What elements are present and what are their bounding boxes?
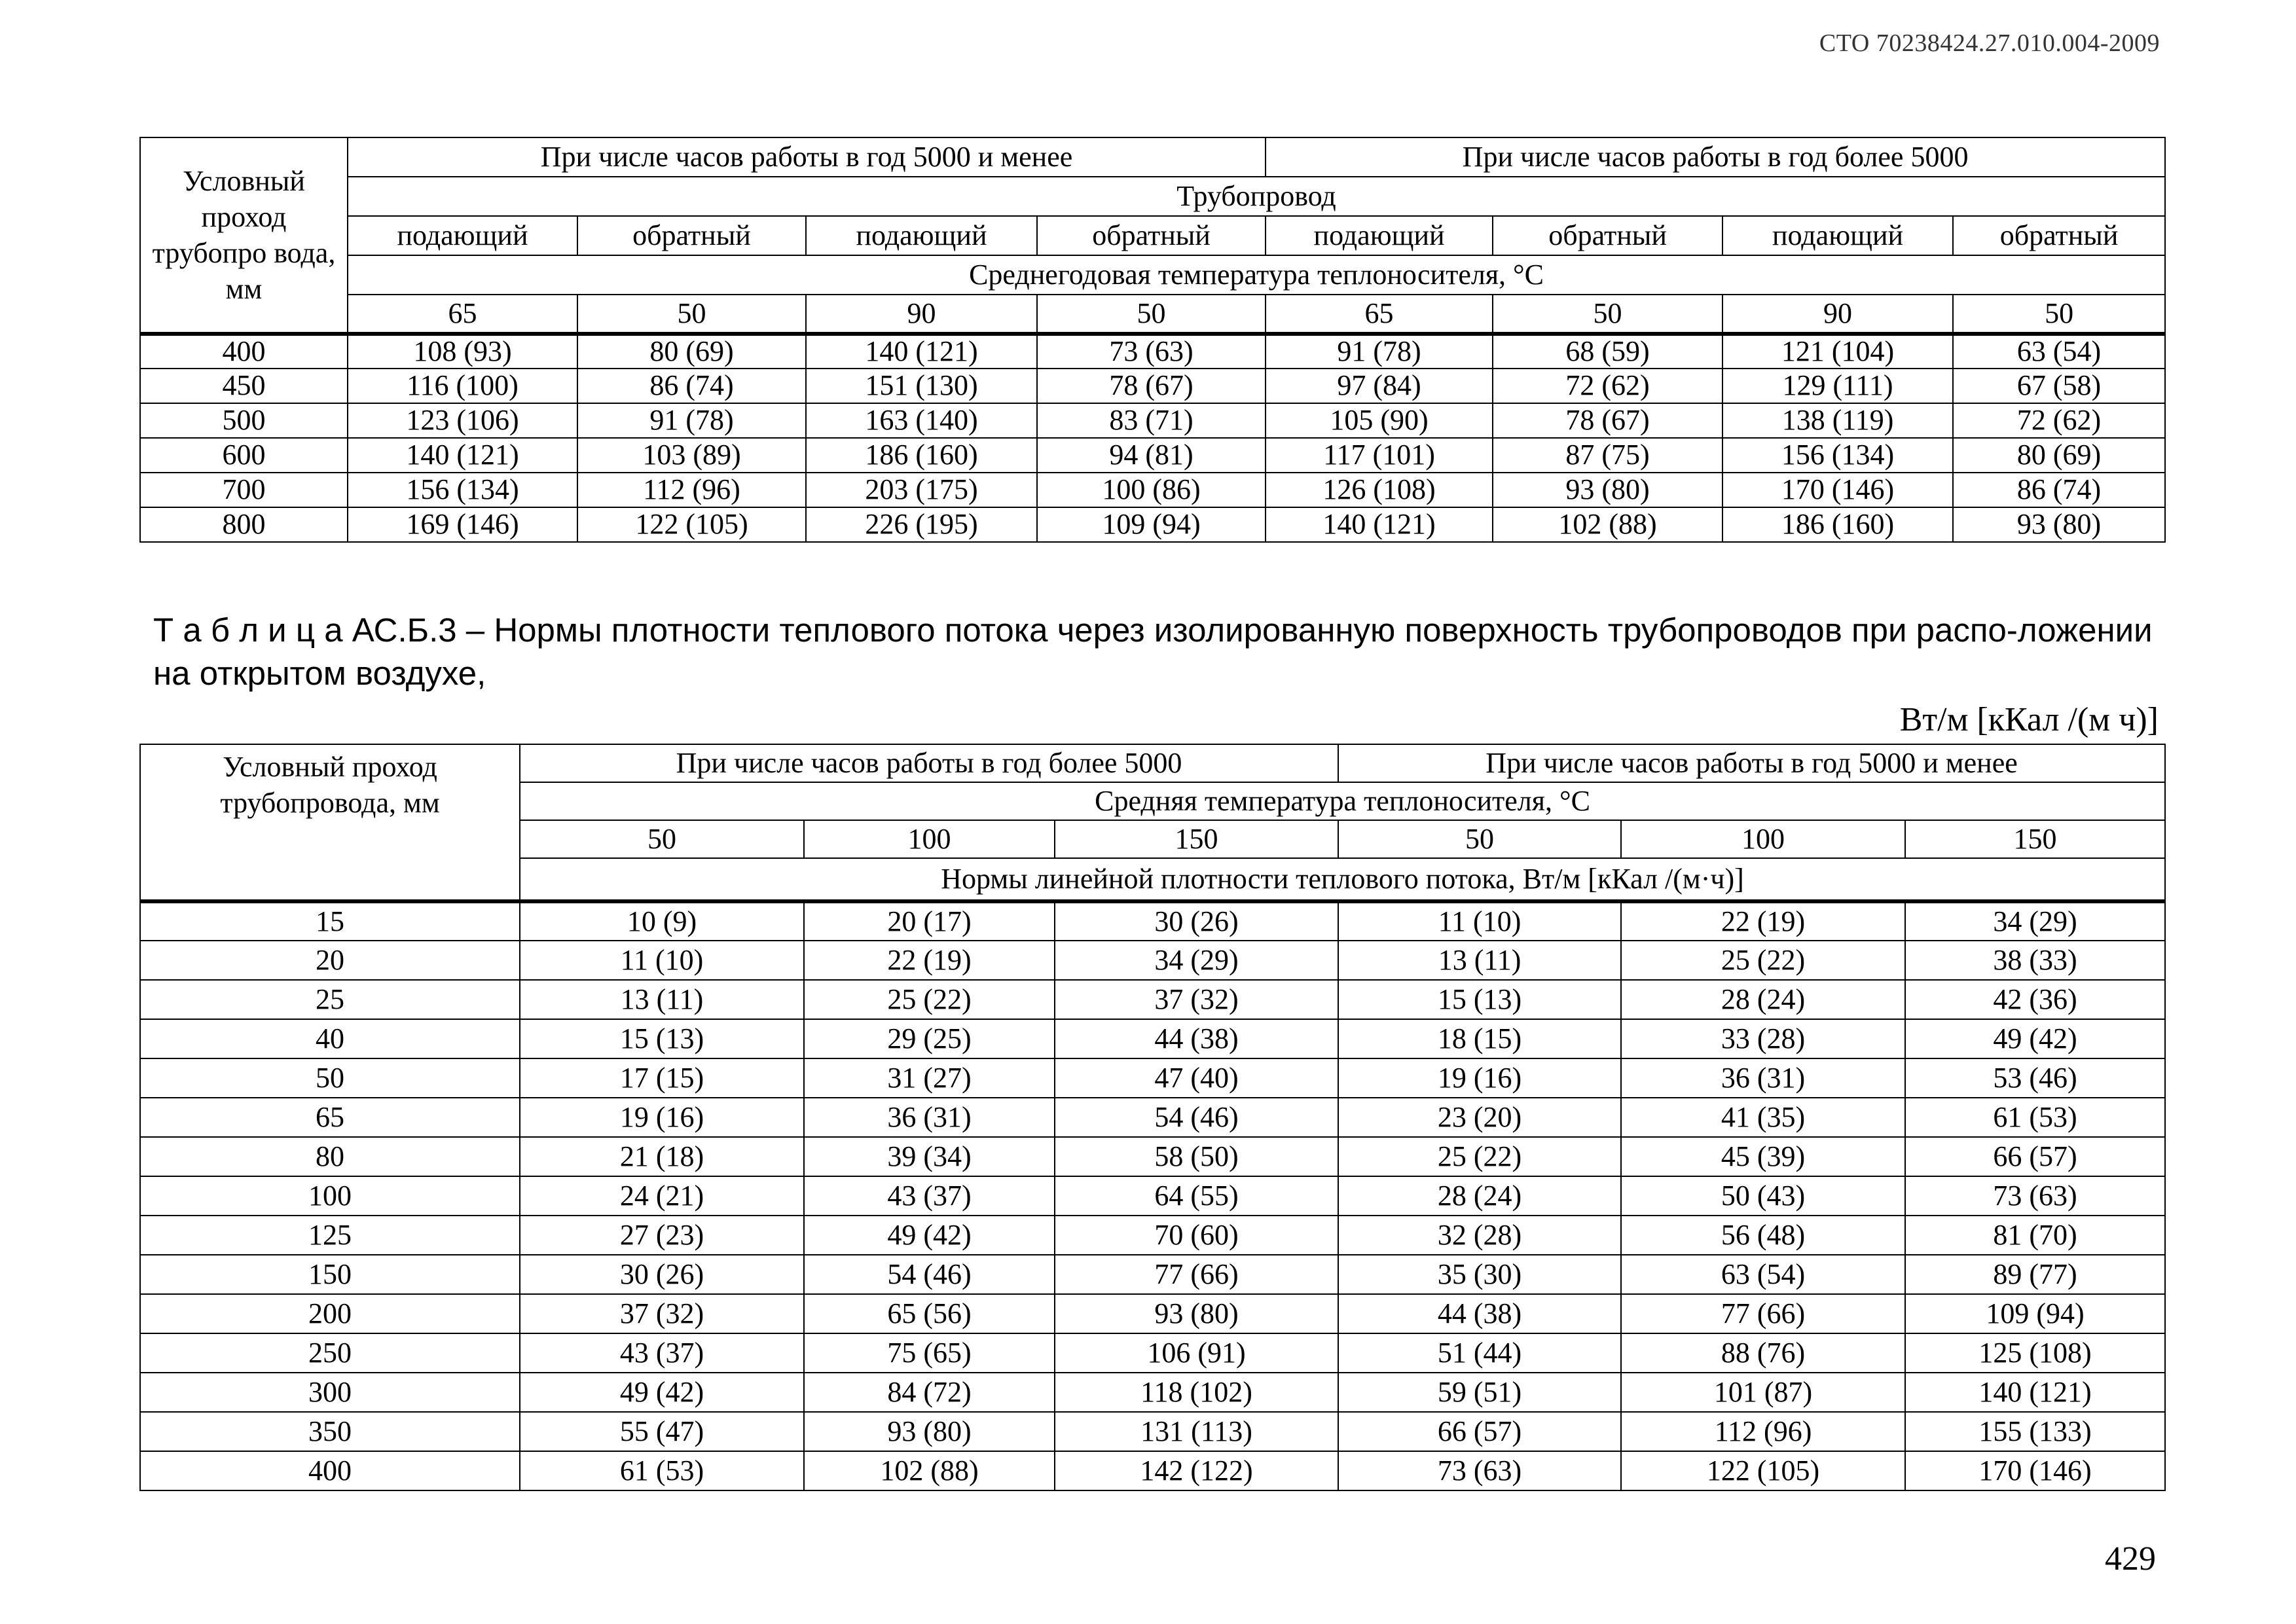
- value-cell: 73 (63): [1338, 1451, 1621, 1490]
- value-cell: 23 (20): [1338, 1098, 1621, 1137]
- pipe-diameter-cell: 150: [140, 1255, 520, 1294]
- value-cell: 37 (32): [1055, 980, 1338, 1019]
- table-units: Вт/м [кКал /(м ч)]: [1899, 701, 2159, 738]
- value-cell: 169 (146): [348, 507, 577, 542]
- value-cell: 170 (146): [1722, 473, 1953, 507]
- value-cell: 101 (87): [1621, 1373, 1905, 1412]
- value-cell: 42 (36): [1905, 980, 2165, 1019]
- value-cell: 66 (57): [1338, 1412, 1621, 1451]
- value-cell: 112 (96): [577, 473, 806, 507]
- table-row: [140, 941, 2165, 980]
- pipe-diameter-cell: 400: [140, 1451, 520, 1490]
- temperature-cell: 150: [1055, 820, 1338, 858]
- table-row: [140, 1451, 2165, 1490]
- value-cell: 31 (27): [804, 1058, 1055, 1098]
- table-row: [140, 369, 2165, 403]
- temperature-cell: 150: [1905, 820, 2165, 858]
- pipe-diameter-cell: 100: [140, 1176, 520, 1216]
- value-cell: 116 (100): [348, 369, 577, 403]
- pipe-type-cell: подающий: [1266, 216, 1493, 255]
- value-cell: 63 (54): [1953, 334, 2165, 369]
- value-cell: 50 (43): [1621, 1176, 1905, 1216]
- value-cell: 55 (47): [520, 1412, 804, 1451]
- value-cell: 102 (88): [804, 1451, 1055, 1490]
- value-cell: 78 (67): [1037, 369, 1266, 403]
- value-cell: 19 (16): [520, 1098, 804, 1137]
- pipe-diameter-cell: 65: [140, 1098, 520, 1137]
- table-row: [140, 1176, 2165, 1216]
- value-cell: 63 (54): [1621, 1255, 1905, 1294]
- table-row: [140, 473, 2165, 507]
- value-cell: 93 (80): [1953, 507, 2165, 542]
- value-cell: 97 (84): [1266, 369, 1493, 403]
- table-row: [140, 507, 2165, 542]
- value-cell: 102 (88): [1493, 507, 1722, 542]
- value-cell: 109 (94): [1037, 507, 1266, 542]
- temperature-cell: 65: [348, 295, 577, 334]
- group-header-5000-or-less: При числе часов работы в год 5000 и менее: [1338, 744, 2165, 782]
- value-cell: 93 (80): [804, 1412, 1055, 1451]
- value-cell: 80 (69): [1953, 438, 2165, 473]
- value-cell: 34 (29): [1055, 941, 1338, 980]
- value-cell: 129 (111): [1722, 369, 1953, 403]
- value-cell: 32 (28): [1338, 1216, 1621, 1255]
- value-cell: 122 (105): [577, 507, 806, 542]
- value-cell: 43 (37): [804, 1176, 1055, 1216]
- value-cell: 86 (74): [1953, 473, 2165, 507]
- value-cell: 77 (66): [1621, 1294, 1905, 1333]
- value-cell: 64 (55): [1055, 1176, 1338, 1216]
- heat-flux-table-1: [139, 137, 2166, 543]
- value-cell: 89 (77): [1905, 1255, 2165, 1294]
- value-cell: 75 (65): [804, 1333, 1055, 1373]
- value-cell: 118 (102): [1055, 1373, 1338, 1412]
- value-cell: 156 (134): [1722, 438, 1953, 473]
- temperature-cell: 90: [1722, 295, 1953, 334]
- value-cell: 86 (74): [577, 369, 806, 403]
- value-cell: 112 (96): [1621, 1412, 1905, 1451]
- table-row: [140, 1294, 2165, 1333]
- pipe-diameter-cell: 80: [140, 1137, 520, 1176]
- table-row: [140, 1058, 2165, 1098]
- value-cell: 156 (134): [348, 473, 577, 507]
- table-row: [140, 1373, 2165, 1412]
- pipe-diameter-cell: 20: [140, 941, 520, 980]
- value-cell: 73 (63): [1905, 1176, 2165, 1216]
- temperature-cell: 90: [806, 295, 1037, 334]
- table-row: [140, 1255, 2165, 1294]
- table-row: [140, 1333, 2165, 1373]
- value-cell: 87 (75): [1493, 438, 1722, 473]
- value-cell: 186 (160): [806, 438, 1037, 473]
- value-cell: 68 (59): [1493, 334, 1722, 369]
- value-cell: 61 (53): [520, 1451, 804, 1490]
- value-cell: 140 (121): [1905, 1373, 2165, 1412]
- value-cell: 67 (58): [1953, 369, 2165, 403]
- value-cell: 163 (140): [806, 403, 1037, 438]
- pipe-diameter-header: Условный проход трубопро вода, мм: [140, 137, 348, 334]
- temperature-cell: 50: [520, 820, 804, 858]
- value-cell: 186 (160): [1722, 507, 1953, 542]
- pipe-type-cell: подающий: [806, 216, 1037, 255]
- value-cell: 28 (24): [1621, 980, 1905, 1019]
- pipe-diameter-cell: 450: [140, 369, 348, 403]
- value-cell: 10 (9): [520, 901, 804, 941]
- table-row: [140, 1216, 2165, 1255]
- value-cell: 126 (108): [1266, 473, 1493, 507]
- value-cell: 88 (76): [1621, 1333, 1905, 1373]
- temperature-cell: 50: [1953, 295, 2165, 334]
- value-cell: 78 (67): [1493, 403, 1722, 438]
- value-cell: 140 (121): [806, 334, 1037, 369]
- value-cell: 28 (24): [1338, 1176, 1621, 1216]
- linear-density-norms-header: Нормы линейной плотности теплового потока, Вт/м [кКал /(м·ч)]: [520, 858, 2165, 901]
- pipe-diameter-cell: 400: [140, 334, 348, 369]
- value-cell: 94 (81): [1037, 438, 1266, 473]
- table-title: Т а б л и ц а АС.Б.3 – Нормы плотности теплового потока через изолированную поверхность трубопроводов при распо-ложении на открытом воздухе,: [153, 611, 2153, 692]
- value-cell: 25 (22): [1338, 1137, 1621, 1176]
- value-cell: 108 (93): [348, 334, 577, 369]
- value-cell: 56 (48): [1621, 1216, 1905, 1255]
- value-cell: 83 (71): [1037, 403, 1266, 438]
- temperature-cell: 50: [1037, 295, 1266, 334]
- pipe-diameter-cell: 500: [140, 403, 348, 438]
- pipe-diameter-header: Условный проход трубопровода, мм: [140, 744, 520, 901]
- value-cell: 93 (80): [1493, 473, 1722, 507]
- value-cell: 72 (62): [1953, 403, 2165, 438]
- value-cell: 93 (80): [1055, 1294, 1338, 1333]
- pipe-diameter-cell: 350: [140, 1412, 520, 1451]
- value-cell: 80 (69): [577, 334, 806, 369]
- heat-flux-table-2: [139, 744, 2166, 1491]
- mean-temperature-header: Средняя температура теплоносителя, °С: [520, 782, 2165, 820]
- annual-temperature-header: Среднегодовая температура теплоносителя, °С: [348, 255, 2165, 295]
- group-header-5000-or-less: При числе часов работы в год 5000 и менее: [348, 137, 1266, 177]
- value-cell: 151 (130): [806, 369, 1037, 403]
- group-header-over-5000: При числе часов работы в год более 5000: [520, 744, 1338, 782]
- value-cell: 117 (101): [1266, 438, 1493, 473]
- table-row: [140, 1137, 2165, 1176]
- value-cell: 73 (63): [1037, 334, 1266, 369]
- value-cell: 59 (51): [1338, 1373, 1621, 1412]
- value-cell: 49 (42): [1905, 1019, 2165, 1058]
- value-cell: 37 (32): [520, 1294, 804, 1333]
- table-row: [140, 438, 2165, 473]
- value-cell: 25 (22): [1621, 941, 1905, 980]
- temperature-cell: 100: [1621, 820, 1905, 858]
- value-cell: 109 (94): [1905, 1294, 2165, 1333]
- value-cell: 61 (53): [1905, 1098, 2165, 1137]
- value-cell: 70 (60): [1055, 1216, 1338, 1255]
- pipe-diameter-cell: 800: [140, 507, 348, 542]
- value-cell: 53 (46): [1905, 1058, 2165, 1098]
- value-cell: 34 (29): [1905, 901, 2165, 941]
- value-cell: 51 (44): [1338, 1333, 1621, 1373]
- value-cell: 25 (22): [804, 980, 1055, 1019]
- table-row: [140, 1412, 2165, 1451]
- pipe-diameter-cell: 25: [140, 980, 520, 1019]
- value-cell: 13 (11): [1338, 941, 1621, 980]
- pipe-type-cell: обратный: [1953, 216, 2165, 255]
- table-row: [140, 901, 2165, 941]
- value-cell: 103 (89): [577, 438, 806, 473]
- value-cell: 39 (34): [804, 1137, 1055, 1176]
- temperature-cell: 50: [577, 295, 806, 334]
- value-cell: 170 (146): [1905, 1451, 2165, 1490]
- pipe-diameter-cell: 250: [140, 1333, 520, 1373]
- pipe-diameter-cell: 300: [140, 1373, 520, 1412]
- value-cell: 140 (121): [348, 438, 577, 473]
- value-cell: 66 (57): [1905, 1137, 2165, 1176]
- pipe-diameter-cell: 600: [140, 438, 348, 473]
- value-cell: 54 (46): [804, 1255, 1055, 1294]
- value-cell: 125 (108): [1905, 1333, 2165, 1373]
- value-cell: 18 (15): [1338, 1019, 1621, 1058]
- table-row: [140, 403, 2165, 438]
- value-cell: 131 (113): [1055, 1412, 1338, 1451]
- value-cell: 35 (30): [1338, 1255, 1621, 1294]
- value-cell: 11 (10): [1338, 901, 1621, 941]
- value-cell: 15 (13): [520, 1019, 804, 1058]
- value-cell: 45 (39): [1621, 1137, 1905, 1176]
- table-row: [140, 334, 2165, 369]
- value-cell: 20 (17): [804, 901, 1055, 941]
- value-cell: 58 (50): [1055, 1137, 1338, 1176]
- pipe-diameter-cell: 125: [140, 1216, 520, 1255]
- value-cell: 81 (70): [1905, 1216, 2165, 1255]
- value-cell: 19 (16): [1338, 1058, 1621, 1098]
- pipe-diameter-cell: 15: [140, 901, 520, 941]
- value-cell: 105 (90): [1266, 403, 1493, 438]
- value-cell: 41 (35): [1621, 1098, 1905, 1137]
- value-cell: 49 (42): [804, 1216, 1055, 1255]
- value-cell: 44 (38): [1338, 1294, 1621, 1333]
- value-cell: 36 (31): [1621, 1058, 1905, 1098]
- pipe-type-cell: обратный: [1037, 216, 1266, 255]
- table-row: [140, 980, 2165, 1019]
- value-cell: 30 (26): [1055, 901, 1338, 941]
- value-cell: 121 (104): [1722, 334, 1953, 369]
- value-cell: 100 (86): [1037, 473, 1266, 507]
- value-cell: 27 (23): [520, 1216, 804, 1255]
- value-cell: 54 (46): [1055, 1098, 1338, 1137]
- value-cell: 142 (122): [1055, 1451, 1338, 1490]
- value-cell: 36 (31): [804, 1098, 1055, 1137]
- value-cell: 49 (42): [520, 1373, 804, 1412]
- value-cell: 84 (72): [804, 1373, 1055, 1412]
- document-code: СТО 70238424.27.010.004-2009: [1819, 29, 2160, 57]
- pipe-diameter-cell: 200: [140, 1294, 520, 1333]
- value-cell: 123 (106): [348, 403, 577, 438]
- value-cell: 17 (15): [520, 1058, 804, 1098]
- value-cell: 44 (38): [1055, 1019, 1338, 1058]
- pipe-diameter-cell: 50: [140, 1058, 520, 1098]
- value-cell: 30 (26): [520, 1255, 804, 1294]
- value-cell: 72 (62): [1493, 369, 1722, 403]
- pipe-type-cell: подающий: [1722, 216, 1953, 255]
- value-cell: 106 (91): [1055, 1333, 1338, 1373]
- value-cell: 122 (105): [1621, 1451, 1905, 1490]
- table-row: [140, 1098, 2165, 1137]
- pipe-type-cell: обратный: [577, 216, 806, 255]
- page-number: 429: [2105, 1540, 2156, 1578]
- value-cell: 22 (19): [804, 941, 1055, 980]
- value-cell: 226 (195): [806, 507, 1037, 542]
- value-cell: 43 (37): [520, 1333, 804, 1373]
- value-cell: 91 (78): [577, 403, 806, 438]
- value-cell: 65 (56): [804, 1294, 1055, 1333]
- value-cell: 138 (119): [1722, 403, 1953, 438]
- pipe-type-cell: подающий: [348, 216, 577, 255]
- temperature-cell: 100: [804, 820, 1055, 858]
- group-header-over-5000: При числе часов работы в год более 5000: [1266, 137, 2165, 177]
- value-cell: 38 (33): [1905, 941, 2165, 980]
- temperature-cell: 65: [1266, 295, 1493, 334]
- value-cell: 47 (40): [1055, 1058, 1338, 1098]
- value-cell: 13 (11): [520, 980, 804, 1019]
- pipeline-header: Трубопровод: [348, 177, 2165, 216]
- temperature-cell: 50: [1493, 295, 1722, 334]
- pipe-type-cell: обратный: [1493, 216, 1722, 255]
- temperature-cell: 50: [1338, 820, 1621, 858]
- value-cell: 155 (133): [1905, 1412, 2165, 1451]
- value-cell: 203 (175): [806, 473, 1037, 507]
- value-cell: 91 (78): [1266, 334, 1493, 369]
- value-cell: 24 (21): [520, 1176, 804, 1216]
- value-cell: 15 (13): [1338, 980, 1621, 1019]
- value-cell: 22 (19): [1621, 901, 1905, 941]
- value-cell: 29 (25): [804, 1019, 1055, 1058]
- value-cell: 77 (66): [1055, 1255, 1338, 1294]
- value-cell: 140 (121): [1266, 507, 1493, 542]
- value-cell: 11 (10): [520, 941, 804, 980]
- pipe-diameter-cell: 40: [140, 1019, 520, 1058]
- pipe-diameter-cell: 700: [140, 473, 348, 507]
- value-cell: 33 (28): [1621, 1019, 1905, 1058]
- value-cell: 21 (18): [520, 1137, 804, 1176]
- table-row: [140, 1019, 2165, 1058]
